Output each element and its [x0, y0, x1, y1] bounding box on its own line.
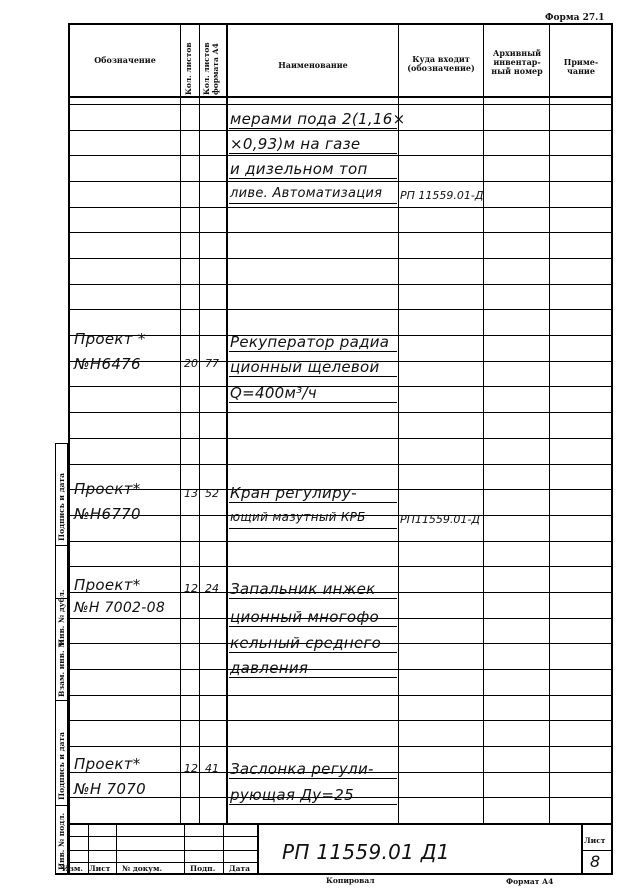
entry2-sheets: 20 [184, 357, 198, 370]
entry3-designation-line1: Проект* [74, 480, 141, 498]
name-underline [229, 351, 397, 352]
entry3-name-line1: Кран регулиру- [230, 484, 357, 502]
sheet-label: Лист [584, 836, 606, 845]
entry5-a4: 41 [205, 762, 219, 775]
name-underline [229, 402, 397, 403]
table-row-line [68, 386, 613, 387]
side-inv-dup: Инв. № дубл. [57, 589, 66, 646]
entry4-sheets: 12 [184, 582, 198, 595]
name-underline [229, 598, 397, 599]
col-line-3 [226, 23, 228, 823]
footer-checked: Копировал [326, 876, 375, 885]
header-archive: Архивный инвентар-ный номер [491, 48, 543, 76]
entry5-designation-line2: №Н 7070 [74, 780, 146, 798]
frame-bottom [55, 873, 613, 875]
side-strip-top [55, 443, 68, 444]
entry1-name-line4: ливе. Автоматизация [230, 186, 383, 201]
entry2-name-line1: Рекуператор радиа [230, 333, 390, 351]
entry2-name-line3: Q=400м³/ч [230, 384, 317, 402]
form-label: Форма 27.1 [545, 13, 605, 23]
stamp-row-2 [68, 850, 257, 851]
name-underline [229, 128, 397, 129]
entry4-designation-line1: Проект* [74, 576, 141, 594]
sheet-number: 8 [590, 852, 601, 871]
header-notes: Приме-чание [563, 57, 599, 76]
entry1-name-line2: ×0,93)м на газе [230, 135, 361, 153]
entry4-name-line4: давления [230, 659, 309, 677]
stamp-col-b [116, 823, 117, 874]
table-row-line [68, 258, 613, 259]
name-underline [229, 652, 397, 653]
entry4-designation-line2: №Н 7002-08 [74, 600, 166, 616]
entry5-name-line1: Заслонка регули- [230, 760, 374, 778]
entry4-name-line1: Запальник инжек [230, 580, 376, 598]
header-name: Наименование [278, 60, 348, 70]
col-line-2 [199, 23, 200, 823]
header-divider [68, 96, 613, 98]
table-row-line [68, 541, 613, 542]
side-div-4 [55, 805, 68, 806]
stamp-date: Дата [229, 864, 251, 873]
doc-code: РП 11559.01 Д1 [282, 840, 450, 864]
stamp-col-d [223, 823, 224, 874]
side-replace-inv: Взам. инв. № [57, 639, 66, 697]
entry3-name-line2: ющий мазутный КРБ [230, 510, 366, 524]
side-sign-date-top: Подпись и дата [57, 473, 66, 541]
frame-right [611, 23, 613, 875]
entry5-sheets: 12 [184, 762, 198, 775]
header-designation: Обозначение [94, 55, 156, 65]
footer-format: Формат А4 [506, 877, 554, 886]
stamp-sheet-div [581, 850, 612, 851]
entry3-used-in: РП11559.01-Д [400, 513, 480, 526]
table-row-line [68, 720, 613, 721]
stamp-col-f [581, 823, 583, 874]
name-underline [229, 376, 397, 377]
side-inv-orig: Инв. № подл. [57, 812, 66, 870]
header-sheets-count: Кол. листов [184, 42, 193, 95]
table-row-line [68, 104, 613, 105]
entry3-designation-line2: №Н6770 [74, 505, 141, 523]
table-row-line [68, 746, 613, 747]
side-strip-left [55, 443, 56, 875]
name-underline [229, 203, 397, 204]
frame-top [68, 23, 613, 25]
entry1-name-line1: мерами пода 2(1,16× [230, 110, 406, 128]
name-underline [229, 677, 397, 678]
entry2-designation-line1: Проект * [74, 330, 146, 348]
name-underline [229, 178, 397, 179]
col-line-5 [483, 23, 484, 823]
name-underline [229, 804, 397, 805]
entry5-name-line2: рующая Ду=25 [230, 786, 354, 804]
table-row-line [68, 284, 613, 285]
stamp-list: Лист [89, 864, 111, 873]
col-line-6 [549, 23, 550, 823]
entry4-name-line2: ционный многофо [230, 608, 379, 626]
table-row-line [68, 232, 613, 233]
stamp-doc: № докум. [122, 864, 163, 873]
entry3-a4: 52 [205, 487, 219, 500]
side-div-1 [55, 545, 68, 546]
side-strip-right [67, 443, 68, 875]
entry4-a4: 24 [205, 582, 219, 595]
table-row-line [68, 207, 613, 208]
stamp-izm: Изм. [62, 864, 83, 873]
stamp-sign: Подп. [190, 864, 216, 873]
header-used-in: Куда входит (обозначение) [407, 54, 475, 73]
entry4-name-line3: кельный среднего [230, 634, 382, 652]
name-underline [229, 626, 397, 627]
col-line-4 [398, 23, 399, 823]
table-row-line [68, 155, 613, 156]
name-underline [229, 502, 397, 503]
table-row-line [68, 412, 613, 413]
col-line-1 [180, 23, 181, 823]
table-row-line [68, 695, 613, 696]
header-a4-count: Кол. листов формата А4 [202, 42, 220, 95]
stamp-row-3 [68, 862, 257, 863]
entry2-a4: 77 [205, 357, 219, 370]
stamp-top [68, 823, 613, 825]
table-row-line [68, 669, 613, 670]
entry1-name-line3: и дизельном топ [230, 160, 368, 178]
table-row-line [68, 438, 613, 439]
side-sign-date-bottom: Подпись и дата [57, 732, 66, 800]
entry2-name-line2: ционный щелевой [230, 358, 380, 376]
table-row-line [68, 130, 613, 131]
name-underline [229, 528, 397, 529]
table-row-line [68, 181, 613, 182]
stamp-col-e [257, 823, 259, 874]
entry5-designation-line1: Проект* [74, 755, 141, 773]
table-row-line [68, 309, 613, 310]
entry3-sheets: 13 [184, 487, 198, 500]
side-div-3 [55, 700, 68, 701]
name-underline [229, 778, 397, 779]
table-row-line [68, 464, 613, 465]
table-row-line [68, 566, 613, 567]
name-underline [229, 153, 397, 154]
entry1-used-in: РП 11559.01-Д [400, 189, 484, 202]
entry2-designation-line2: №Н6476 [74, 355, 141, 373]
stamp-col-c [184, 823, 185, 874]
stamp-row-1 [68, 836, 257, 837]
